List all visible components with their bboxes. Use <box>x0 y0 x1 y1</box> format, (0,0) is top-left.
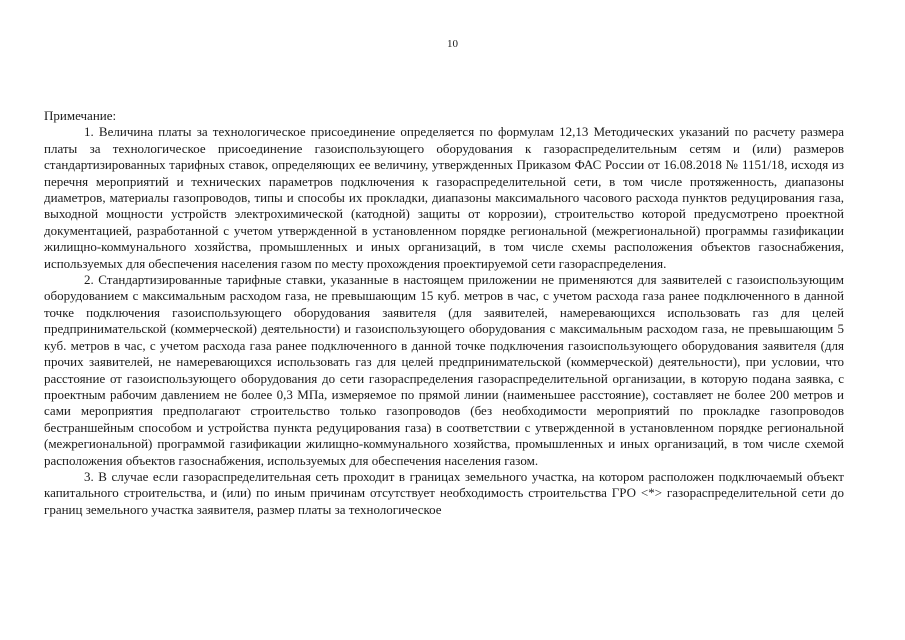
paragraph-3: 3. В случае если газораспределительная сеть проходит в границах земельного участка, на котором расположен подключаемый объект капитального строительства, и (или) по иным причинам отсутствует необходимость строительства ГРО <*> газораспределительной сети до границ земельного участка заявителя, размер платы за технологическое <box>44 468 844 517</box>
paragraph-2: 2. Стандартизированные тарифные ставки, указанные в настоящем приложении не применяются для заявителей с газоиспользующим оборудованием с максимальным расходом газа, не превышающим 15 куб. метров в час, с учетом расхода газа ранее подключенного в данной точке подключения газоиспользующего оборудования заявителя (для заявителей, намеревающихся использовать газ для целей предпринимательской (коммерческой) деятельности) и газоиспользующего оборудования с максимальным расходом газа, не превышающим 5 куб. метров в час, с учетом расхода газа ранее подключенного в данной точке подключения газоиспользующего оборудования заявителя (для прочих заявителей, не намеревающихся использовать газ для целей предпринимательской (коммерческой) деятельности), при условии, что расстояние от газоиспользующего оборудования до сети газораспределения газораспределительной организации, в которую подана заявка, с проектным рабочим давлением не более 0,3 МПа, измеряемое по прямой линии (наименьшее расстояние), составляет не более 200 метров и сами мероприятия предполагают строительство только газопроводов (без необходимости мероприятий по прокладке газопроводов бестраншейным способом и устройства пункта редуцирования газа) в соответствии с утвержденной в установленном порядке региональной (межрегиональной) программой газификации жилищно-коммунального хозяйства, промышленных и иных организаций, в том числе схемой расположения объектов газоснабжения, используемых для обеспечения населения газом. <box>44 272 844 468</box>
paragraph-1: 1. Величина платы за технологическое присоединение определяется по формулам 12,13 Методических указаний по расчету размера платы за технологическое присоединение газоиспользующего оборудования к газораспределительным сетям и (или) размеров стандартизированных тарифных ставок, определяющих ее величину, утвержденных Приказом ФАС России от 16.08.2018 № 1151/18, исходя из перечня мероприятий и технических параметров подключения к газораспределительной сети, в том числе протяженность, диапазоны диаметров, материалы газопроводов, типы и способы их прокладки, диапазоны максимального часового расхода пунктов редуцирования газа, выходной мощности устройств электрохимической (катодной) защиты от коррозии), строительство которой предусмотрено проектной документацией, разработанной с учетом утвержденной в установленном порядке региональной (межрегиональной) программы газификации жилищно-коммунального хозяйства, промышленных и иных организаций, в том числе схемы расположения объектов газоснабжения, используемых для обеспечения населения газом по месту прохождения проектируемой сети газораспределения. <box>44 124 844 271</box>
document-body <box>44 108 844 518</box>
page-number: 10 <box>447 38 458 50</box>
note-heading: Примечание: <box>44 108 117 123</box>
